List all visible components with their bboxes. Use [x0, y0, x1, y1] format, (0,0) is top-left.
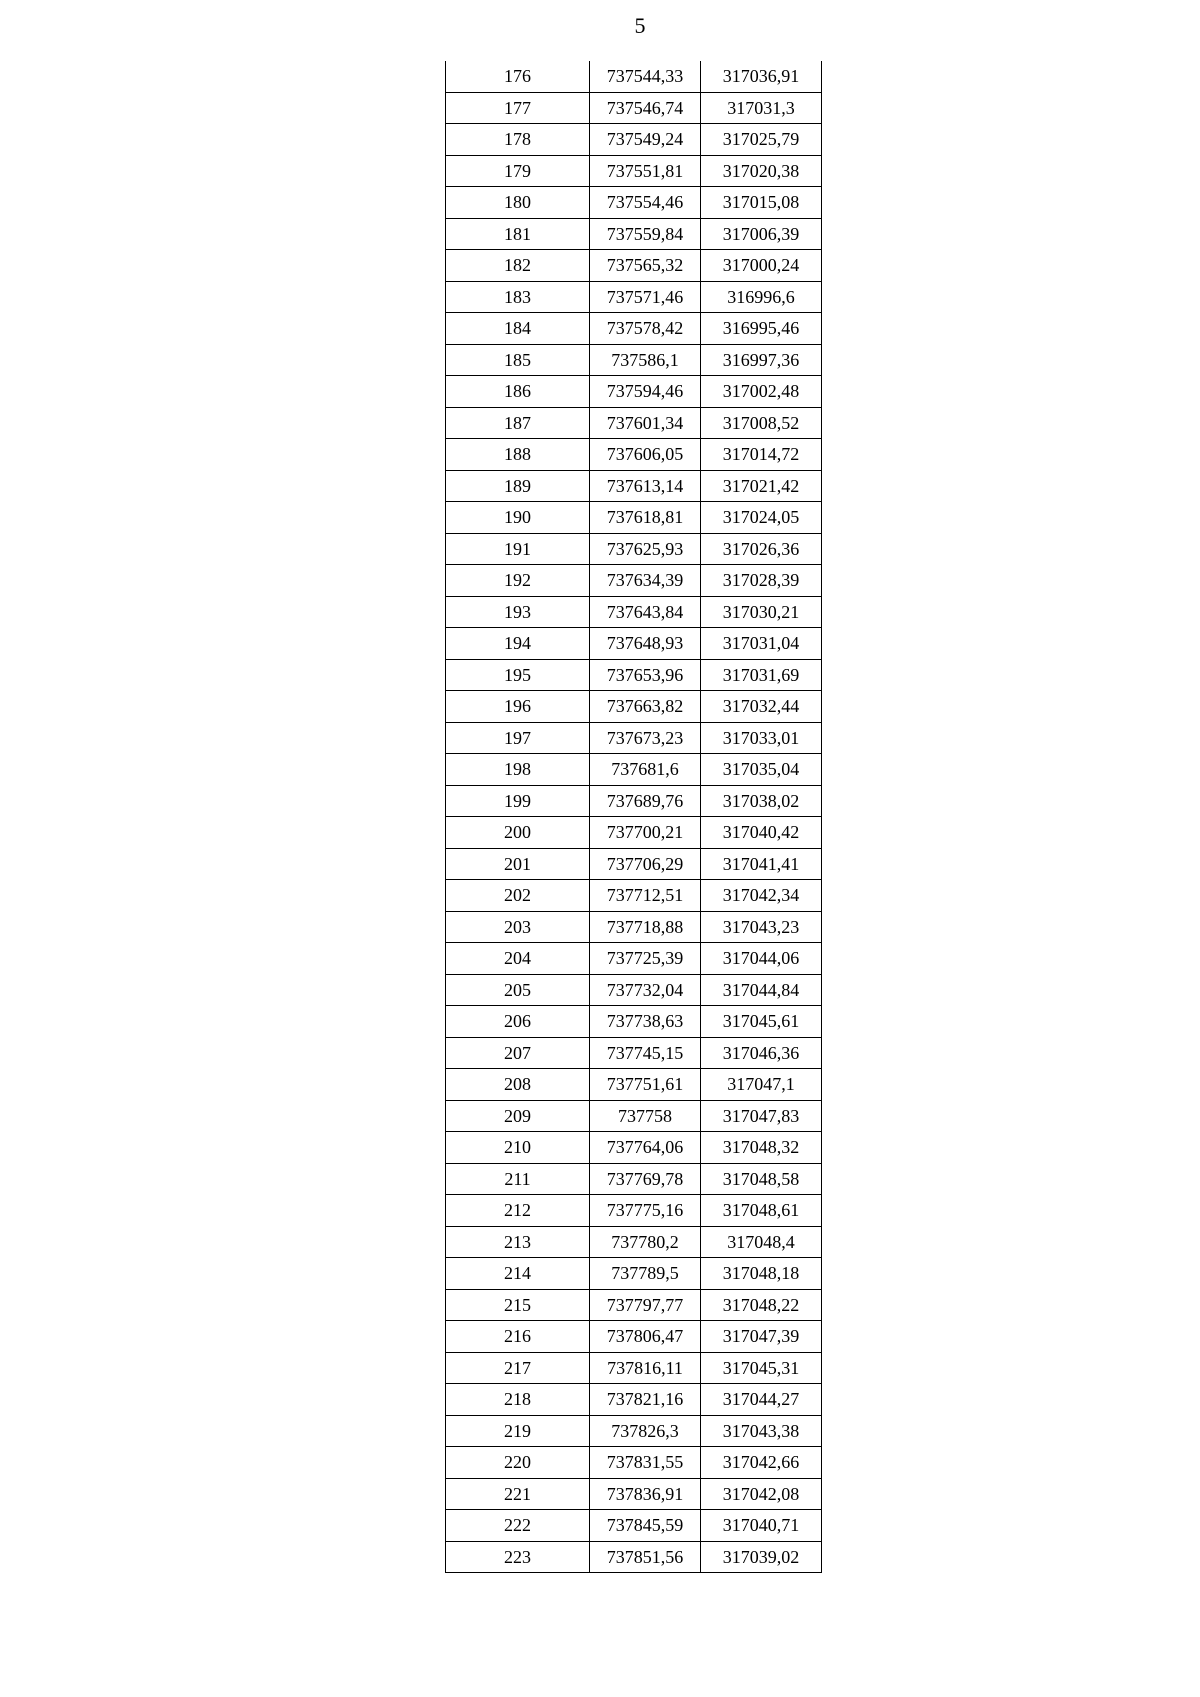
x-coordinate-cell: 737816,11: [590, 1352, 701, 1384]
y-coordinate-cell: 317040,42: [701, 817, 822, 849]
table-row: [446, 1163, 822, 1195]
y-coordinate-cell: 317044,06: [701, 943, 822, 975]
table-row: [446, 187, 822, 219]
y-coordinate-cell: 317048,4: [701, 1226, 822, 1258]
y-coordinate-cell: 317021,42: [701, 470, 822, 502]
x-coordinate-cell: 737643,84: [590, 596, 701, 628]
point-number-cell: 211: [446, 1163, 590, 1195]
table-row: [446, 628, 822, 660]
x-coordinate-cell: 737544,33: [590, 61, 701, 92]
y-coordinate-cell: 317044,84: [701, 974, 822, 1006]
y-coordinate-cell: 317042,34: [701, 880, 822, 912]
point-number-cell: 190: [446, 502, 590, 534]
table-row: [446, 281, 822, 313]
point-number-cell: 218: [446, 1384, 590, 1416]
x-coordinate-cell: 737625,93: [590, 533, 701, 565]
point-number-cell: 181: [446, 218, 590, 250]
y-coordinate-cell: 317043,23: [701, 911, 822, 943]
point-number-cell: 197: [446, 722, 590, 754]
point-number-cell: 217: [446, 1352, 590, 1384]
point-number-cell: 206: [446, 1006, 590, 1038]
x-coordinate-cell: 737559,84: [590, 218, 701, 250]
table-row: [446, 565, 822, 597]
table-row: [446, 502, 822, 534]
x-coordinate-cell: 737725,39: [590, 943, 701, 975]
point-number-cell: 198: [446, 754, 590, 786]
page-number: 5: [634, 13, 646, 38]
table-row: [446, 848, 822, 880]
table-row: [446, 376, 822, 408]
table-row: [446, 218, 822, 250]
point-number-cell: 203: [446, 911, 590, 943]
x-coordinate-cell: 737634,39: [590, 565, 701, 597]
point-number-cell: 213: [446, 1226, 590, 1258]
point-number-cell: 187: [446, 407, 590, 439]
y-coordinate-cell: 317014,72: [701, 439, 822, 471]
y-coordinate-cell: 317031,69: [701, 659, 822, 691]
point-number-cell: 189: [446, 470, 590, 502]
y-coordinate-cell: 317040,71: [701, 1510, 822, 1542]
y-coordinate-cell: 317048,61: [701, 1195, 822, 1227]
y-coordinate-cell: 316997,36: [701, 344, 822, 376]
x-coordinate-cell: 737689,76: [590, 785, 701, 817]
x-coordinate-cell: 737712,51: [590, 880, 701, 912]
table-row: [446, 1258, 822, 1290]
table-row: [446, 1447, 822, 1479]
table-row: [446, 313, 822, 345]
table-row: [446, 974, 822, 1006]
table-row: [446, 470, 822, 502]
point-number-cell: 179: [446, 155, 590, 187]
table-row: [446, 880, 822, 912]
y-coordinate-cell: 317047,39: [701, 1321, 822, 1353]
y-coordinate-cell: 317030,21: [701, 596, 822, 628]
y-coordinate-cell: 317035,04: [701, 754, 822, 786]
x-coordinate-cell: 737780,2: [590, 1226, 701, 1258]
x-coordinate-cell: 737549,24: [590, 124, 701, 156]
y-coordinate-cell: 317048,32: [701, 1132, 822, 1164]
y-coordinate-cell: 317048,22: [701, 1289, 822, 1321]
x-coordinate-cell: 737565,32: [590, 250, 701, 282]
y-coordinate-cell: 317042,08: [701, 1478, 822, 1510]
y-coordinate-cell: 317025,79: [701, 124, 822, 156]
y-coordinate-cell: 317026,36: [701, 533, 822, 565]
x-coordinate-cell: 737745,15: [590, 1037, 701, 1069]
y-coordinate-cell: 316995,46: [701, 313, 822, 345]
table-row: [446, 1510, 822, 1542]
x-coordinate-cell: 737718,88: [590, 911, 701, 943]
coordinates-table: [445, 61, 822, 1573]
y-coordinate-cell: 316996,6: [701, 281, 822, 313]
point-number-cell: 223: [446, 1541, 590, 1573]
table-row: [446, 1226, 822, 1258]
point-number-cell: 188: [446, 439, 590, 471]
table-row: [446, 1069, 822, 1101]
table-row: [446, 1132, 822, 1164]
x-coordinate-cell: 737613,14: [590, 470, 701, 502]
y-coordinate-cell: 317038,02: [701, 785, 822, 817]
y-coordinate-cell: 317020,38: [701, 155, 822, 187]
x-coordinate-cell: 737751,61: [590, 1069, 701, 1101]
y-coordinate-cell: 317031,04: [701, 628, 822, 660]
point-number-cell: 220: [446, 1447, 590, 1479]
table-row: [446, 155, 822, 187]
x-coordinate-cell: 737673,23: [590, 722, 701, 754]
point-number-cell: 186: [446, 376, 590, 408]
y-coordinate-cell: 317045,31: [701, 1352, 822, 1384]
x-coordinate-cell: 737806,47: [590, 1321, 701, 1353]
y-coordinate-cell: 317008,52: [701, 407, 822, 439]
x-coordinate-cell: 737769,78: [590, 1163, 701, 1195]
point-number-cell: 184: [446, 313, 590, 345]
y-coordinate-cell: 317047,83: [701, 1100, 822, 1132]
point-number-cell: 195: [446, 659, 590, 691]
y-coordinate-cell: 317000,24: [701, 250, 822, 282]
point-number-cell: 216: [446, 1321, 590, 1353]
point-number-cell: 209: [446, 1100, 590, 1132]
point-number-cell: 219: [446, 1415, 590, 1447]
x-coordinate-cell: 737789,5: [590, 1258, 701, 1290]
x-coordinate-cell: 737601,34: [590, 407, 701, 439]
point-number-cell: 222: [446, 1510, 590, 1542]
x-coordinate-cell: 737826,3: [590, 1415, 701, 1447]
table-row: [446, 407, 822, 439]
table-row: [446, 1037, 822, 1069]
y-coordinate-cell: 317006,39: [701, 218, 822, 250]
y-coordinate-cell: 317048,18: [701, 1258, 822, 1290]
table-row: [446, 659, 822, 691]
x-coordinate-cell: 737732,04: [590, 974, 701, 1006]
table-row: [446, 250, 822, 282]
point-number-cell: 207: [446, 1037, 590, 1069]
point-number-cell: 199: [446, 785, 590, 817]
x-coordinate-cell: 737551,81: [590, 155, 701, 187]
x-coordinate-cell: 737681,6: [590, 754, 701, 786]
y-coordinate-cell: 317042,66: [701, 1447, 822, 1479]
y-coordinate-cell: 317039,02: [701, 1541, 822, 1573]
point-number-cell: 200: [446, 817, 590, 849]
point-number-cell: 191: [446, 533, 590, 565]
y-coordinate-cell: 317031,3: [701, 92, 822, 124]
point-number-cell: 177: [446, 92, 590, 124]
y-coordinate-cell: 317033,01: [701, 722, 822, 754]
table-row: [446, 92, 822, 124]
y-coordinate-cell: 317045,61: [701, 1006, 822, 1038]
table-row: [446, 1006, 822, 1038]
y-coordinate-cell: 317032,44: [701, 691, 822, 723]
point-number-cell: 214: [446, 1258, 590, 1290]
x-coordinate-cell: 737706,29: [590, 848, 701, 880]
table-row: [446, 785, 822, 817]
x-coordinate-cell: 737653,96: [590, 659, 701, 691]
x-coordinate-cell: 737663,82: [590, 691, 701, 723]
x-coordinate-cell: 737764,06: [590, 1132, 701, 1164]
point-number-cell: 202: [446, 880, 590, 912]
point-number-cell: 183: [446, 281, 590, 313]
point-number-cell: 176: [446, 61, 590, 92]
x-coordinate-cell: 737851,56: [590, 1541, 701, 1573]
table-row: [446, 943, 822, 975]
point-number-cell: 180: [446, 187, 590, 219]
point-number-cell: 221: [446, 1478, 590, 1510]
table-row: [446, 124, 822, 156]
table-row: [446, 1352, 822, 1384]
x-coordinate-cell: 737606,05: [590, 439, 701, 471]
table-row: [446, 1195, 822, 1227]
x-coordinate-cell: 737586,1: [590, 344, 701, 376]
point-number-cell: 193: [446, 596, 590, 628]
y-coordinate-cell: 317046,36: [701, 1037, 822, 1069]
point-number-cell: 196: [446, 691, 590, 723]
table-row: [446, 1478, 822, 1510]
x-coordinate-cell: 737758: [590, 1100, 701, 1132]
x-coordinate-cell: 737578,42: [590, 313, 701, 345]
point-number-cell: 212: [446, 1195, 590, 1227]
table-row: [446, 1100, 822, 1132]
point-number-cell: 182: [446, 250, 590, 282]
table-row: [446, 1321, 822, 1353]
table-row: [446, 1384, 822, 1416]
table-row: [446, 691, 822, 723]
coordinates-table-body: [446, 61, 822, 1573]
x-coordinate-cell: 737821,16: [590, 1384, 701, 1416]
y-coordinate-cell: 317024,05: [701, 502, 822, 534]
table-row: [446, 344, 822, 376]
table-row: [446, 722, 822, 754]
y-coordinate-cell: 317047,1: [701, 1069, 822, 1101]
x-coordinate-cell: 737571,46: [590, 281, 701, 313]
table-row: [446, 61, 822, 92]
y-coordinate-cell: 317041,41: [701, 848, 822, 880]
point-number-cell: 210: [446, 1132, 590, 1164]
x-coordinate-cell: 737594,46: [590, 376, 701, 408]
table-row: [446, 596, 822, 628]
y-coordinate-cell: 317002,48: [701, 376, 822, 408]
table-row: [446, 1415, 822, 1447]
x-coordinate-cell: 737831,55: [590, 1447, 701, 1479]
point-number-cell: 194: [446, 628, 590, 660]
x-coordinate-cell: 737618,81: [590, 502, 701, 534]
y-coordinate-cell: 317048,58: [701, 1163, 822, 1195]
point-number-cell: 215: [446, 1289, 590, 1321]
table-row: [446, 533, 822, 565]
point-number-cell: 208: [446, 1069, 590, 1101]
x-coordinate-cell: 737797,77: [590, 1289, 701, 1321]
table-row: [446, 754, 822, 786]
y-coordinate-cell: 317028,39: [701, 565, 822, 597]
x-coordinate-cell: 737738,63: [590, 1006, 701, 1038]
point-number-cell: 185: [446, 344, 590, 376]
table-row: [446, 817, 822, 849]
x-coordinate-cell: 737700,21: [590, 817, 701, 849]
x-coordinate-cell: 737775,16: [590, 1195, 701, 1227]
table-row: [446, 1541, 822, 1573]
point-number-cell: 192: [446, 565, 590, 597]
x-coordinate-cell: 737845,59: [590, 1510, 701, 1542]
y-coordinate-cell: 317043,38: [701, 1415, 822, 1447]
table-row: [446, 439, 822, 471]
x-coordinate-cell: 737546,74: [590, 92, 701, 124]
table-row: [446, 1289, 822, 1321]
table-row: [446, 911, 822, 943]
point-number-cell: 204: [446, 943, 590, 975]
x-coordinate-cell: 737554,46: [590, 187, 701, 219]
y-coordinate-cell: 317044,27: [701, 1384, 822, 1416]
point-number-cell: 178: [446, 124, 590, 156]
x-coordinate-cell: 737648,93: [590, 628, 701, 660]
y-coordinate-cell: 317036,91: [701, 61, 822, 92]
point-number-cell: 205: [446, 974, 590, 1006]
y-coordinate-cell: 317015,08: [701, 187, 822, 219]
x-coordinate-cell: 737836,91: [590, 1478, 701, 1510]
point-number-cell: 201: [446, 848, 590, 880]
